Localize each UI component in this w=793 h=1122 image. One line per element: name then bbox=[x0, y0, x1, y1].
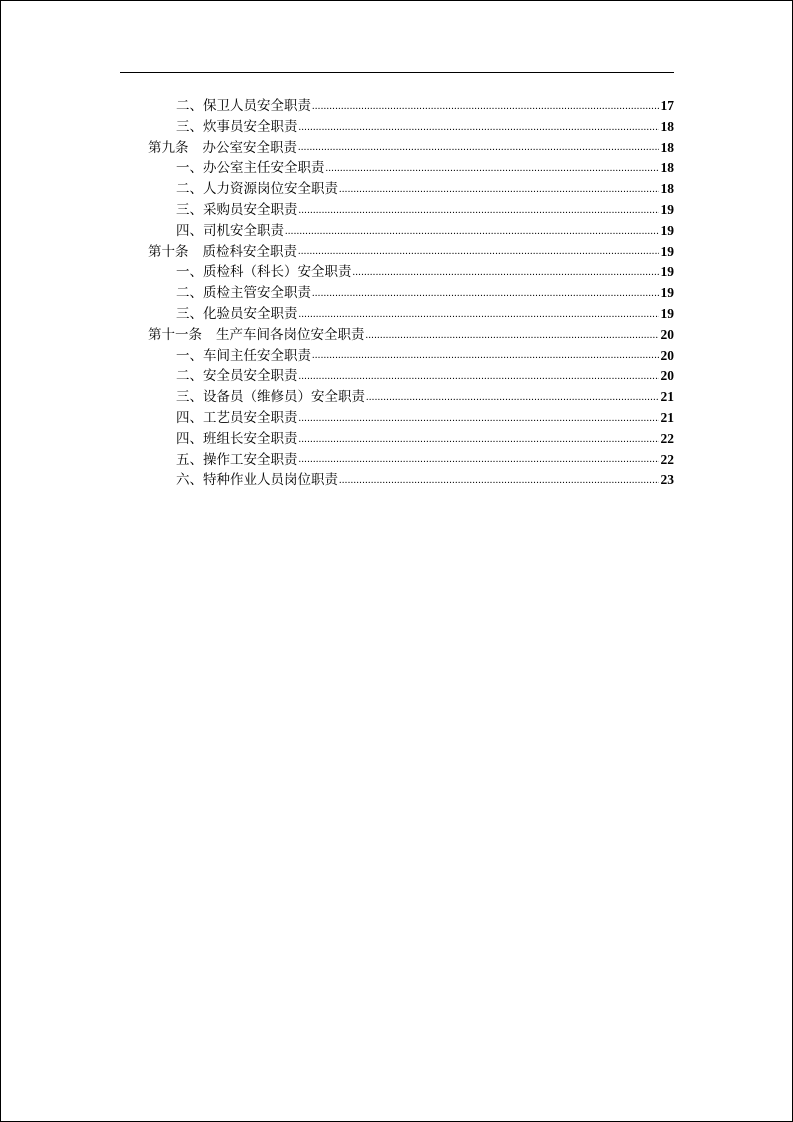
toc-page-number: 19 bbox=[660, 264, 674, 280]
toc-dot-leader bbox=[326, 161, 659, 177]
toc-page-number: 18 bbox=[660, 181, 674, 197]
toc-entry-label: 三、设备员（维修员）安全职责 bbox=[176, 389, 365, 406]
toc-entry-label: 一、质检科（科长）安全职责 bbox=[176, 264, 352, 281]
toc-page-number: 18 bbox=[660, 160, 674, 176]
toc-dot-leader bbox=[299, 432, 659, 448]
toc-dot-leader bbox=[299, 307, 659, 323]
toc-entry-label: 二、安全员安全职责 bbox=[176, 368, 298, 385]
toc-article-number: 第九条 bbox=[148, 139, 189, 156]
toc-entry-label: 二、质检主管安全职责 bbox=[176, 285, 311, 302]
toc-page-number: 22 bbox=[660, 451, 674, 467]
toc-page-number: 22 bbox=[660, 430, 674, 446]
toc-dot-leader bbox=[339, 473, 659, 489]
toc-entry[interactable] bbox=[148, 96, 674, 117]
toc-dot-leader bbox=[285, 224, 659, 240]
toc-page-number: 21 bbox=[660, 389, 674, 405]
toc-entry-label: 四、班组长安全职责 bbox=[176, 430, 298, 447]
toc-entry-label bbox=[148, 138, 297, 159]
toc-entry-label bbox=[148, 242, 297, 263]
toc-entry-label: 三、采购员安全职责 bbox=[176, 201, 298, 218]
toc-dot-leader bbox=[299, 411, 659, 427]
toc-entry[interactable] bbox=[148, 450, 674, 471]
toc-page-number: 19 bbox=[660, 201, 674, 217]
toc-article-number: 第十条 bbox=[148, 243, 189, 260]
toc-entry[interactable] bbox=[148, 262, 674, 283]
toc-entry[interactable] bbox=[148, 283, 674, 304]
toc-page-number: 18 bbox=[660, 139, 674, 155]
toc-entry-label: 四、司机安全职责 bbox=[176, 222, 284, 239]
toc-entry-label: 四、工艺员安全职责 bbox=[176, 409, 298, 426]
toc-dot-leader bbox=[339, 182, 659, 198]
toc-article-entry[interactable] bbox=[148, 138, 674, 159]
toc-dot-leader bbox=[299, 203, 659, 219]
toc-entry-label: 一、办公室主任安全职责 bbox=[176, 160, 325, 177]
toc-dot-leader bbox=[298, 244, 659, 260]
toc-entry-label: 三、化验员安全职责 bbox=[176, 305, 298, 322]
toc-article-entry[interactable] bbox=[148, 325, 674, 346]
toc-dot-leader bbox=[353, 265, 659, 281]
toc-entry-label: 二、人力资源岗位安全职责 bbox=[176, 181, 338, 198]
toc-dot-leader bbox=[299, 452, 659, 468]
toc-page-number: 20 bbox=[660, 326, 674, 342]
toc-entry-label bbox=[148, 325, 365, 346]
toc-dot-leader bbox=[298, 140, 659, 156]
toc-dot-leader bbox=[312, 286, 659, 302]
toc-dot-leader bbox=[366, 390, 659, 406]
toc-entry[interactable] bbox=[148, 117, 674, 138]
table-of-contents bbox=[148, 96, 674, 491]
toc-article-title: 生产车间各岗位安全职责 bbox=[216, 326, 365, 343]
toc-page-number: 17 bbox=[660, 98, 674, 113]
toc-page-number: 19 bbox=[660, 222, 674, 238]
toc-dot-leader bbox=[312, 348, 659, 364]
toc-page-number: 19 bbox=[660, 243, 674, 259]
toc-entry[interactable] bbox=[148, 158, 674, 179]
toc-dot-leader bbox=[312, 99, 659, 115]
toc-article-number: 第十一条 bbox=[148, 326, 202, 343]
toc-page-number: 19 bbox=[660, 285, 674, 301]
toc-page-number: 20 bbox=[660, 347, 674, 363]
toc-page-number: 20 bbox=[660, 368, 674, 384]
toc-entry[interactable] bbox=[148, 179, 674, 200]
toc-entry[interactable] bbox=[148, 221, 674, 242]
toc-entry[interactable] bbox=[148, 200, 674, 221]
toc-entry[interactable] bbox=[148, 366, 674, 387]
toc-dot-leader bbox=[366, 328, 659, 344]
toc-page-number: 19 bbox=[660, 305, 674, 321]
toc-article-title: 办公室安全职责 bbox=[202, 139, 297, 156]
toc-entry-label: 二、保卫人员安全职责 bbox=[176, 98, 311, 114]
toc-page-number: 23 bbox=[660, 472, 674, 488]
toc-entry-label: 五、操作工安全职责 bbox=[176, 451, 298, 468]
toc-entry-label: 一、车间主任安全职责 bbox=[176, 347, 311, 364]
header-rule bbox=[120, 72, 674, 73]
toc-entry[interactable] bbox=[148, 408, 674, 429]
toc-article-entry[interactable] bbox=[148, 242, 674, 263]
toc-dot-leader bbox=[299, 120, 659, 136]
toc-article-title: 质检科安全职责 bbox=[202, 243, 297, 260]
toc-page-number: 18 bbox=[660, 118, 674, 134]
toc-entry-label: 六、特种作业人员岗位职责 bbox=[176, 472, 338, 489]
toc-entry[interactable] bbox=[148, 304, 674, 325]
toc-page-number: 21 bbox=[660, 409, 674, 425]
toc-entry-label: 三、炊事员安全职责 bbox=[176, 118, 298, 135]
toc-dot-leader bbox=[299, 369, 659, 385]
toc-entry[interactable] bbox=[148, 429, 674, 450]
toc-entry[interactable] bbox=[148, 346, 674, 367]
toc-entry[interactable] bbox=[148, 470, 674, 491]
toc-entry[interactable] bbox=[148, 387, 674, 408]
